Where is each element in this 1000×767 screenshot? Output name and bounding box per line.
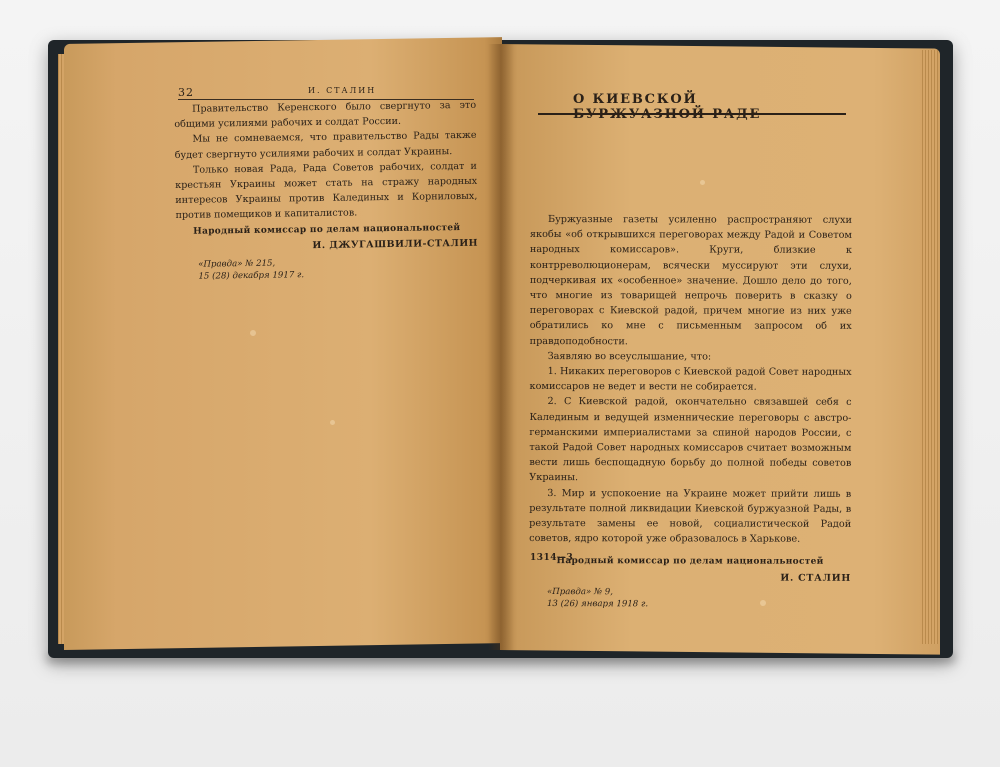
paragraph: 2. С Киевской радой, окончательно связавшей себя с Калединым и ведущей изменнические переговоры с австро-германскими империалистами за спиной народов России, с такой Радой Совет народных комиссаров считает возможным вести лишь беспощадную борьбу до полной победы советов Украины. bbox=[529, 396, 852, 484]
paragraph: Заявляю во всеуслышание, что: bbox=[547, 350, 712, 363]
paper-speck bbox=[250, 330, 256, 336]
source-line: 15 (28) декабря 1917 г. bbox=[198, 270, 305, 282]
article-title: О КИЕВСКОЙ bbox=[573, 92, 698, 107]
paragraph: 3. Мир и успокоение на Украине может прийти лишь в результате полной ликвидации Киевской буржуазной Рады, в результате замены ее новой, социалистической Радой советов, ядро которой уже образовалось в Харькове. bbox=[529, 487, 852, 545]
right-page-text bbox=[529, 212, 852, 611]
paragraph: 1. Никаких переговоров с Киевской радой Совет народных комиссаров не ведет и вести не собирается. bbox=[529, 366, 852, 393]
source-line: «Правда» № 9, bbox=[546, 586, 614, 598]
paper-speck bbox=[700, 180, 705, 185]
source-line: 13 (26) января 1918 г. bbox=[546, 598, 649, 610]
paragraph: Мы не сомневаемся, что правительство Рады также будет свергнуто усилиями рабочих и солдат Украины. bbox=[174, 130, 477, 161]
signature-title: Народный комиссар по делам национальностей bbox=[193, 222, 461, 237]
signature-name: И. ДЖУГАШВИЛИ-СТАЛИН bbox=[312, 237, 479, 251]
right-page-edges bbox=[920, 50, 938, 644]
paper-speck bbox=[330, 420, 335, 425]
paragraph: Правительство Керенского было свергнуто за это общими усилиями рабочих и солдат России. bbox=[174, 99, 477, 131]
paragraph: Буржуазные газеты усиленно распространяют слухи якобы «об открывшихся переговорах между Радой и Советом народных комиссаров». Круги, близкие к контрреволюционерам, всячески муссируют эти слухи, подчеркивая их «особенное» значение. Дошло дело до того, что многие из товарищей непрочь поверить в сказку о переговорах с Киевской радой, причем многие из них уже обратились ко мне с письменным запросом об их правдоподобности. bbox=[529, 214, 852, 347]
page-number: 32 bbox=[178, 86, 194, 99]
source-line: «Правда» № 215, bbox=[198, 258, 276, 270]
signature-title: Народный комиссар по делам национальностей bbox=[556, 556, 824, 568]
signature-name: И. СТАЛИН bbox=[780, 572, 852, 584]
book-gutter bbox=[488, 44, 514, 650]
running-head: И. СТАЛИН bbox=[308, 86, 377, 95]
title-rule bbox=[538, 113, 846, 115]
paragraph: Только новая Рада, Рада Советов рабочих, солдат и крестьян Украины может стать на стражу народных интересов Украины против Калединых и Корниловых, против помещиков и капиталистов. bbox=[175, 160, 478, 222]
sheet-mark: 1314—3 bbox=[530, 553, 574, 563]
left-page-text bbox=[174, 98, 478, 283]
